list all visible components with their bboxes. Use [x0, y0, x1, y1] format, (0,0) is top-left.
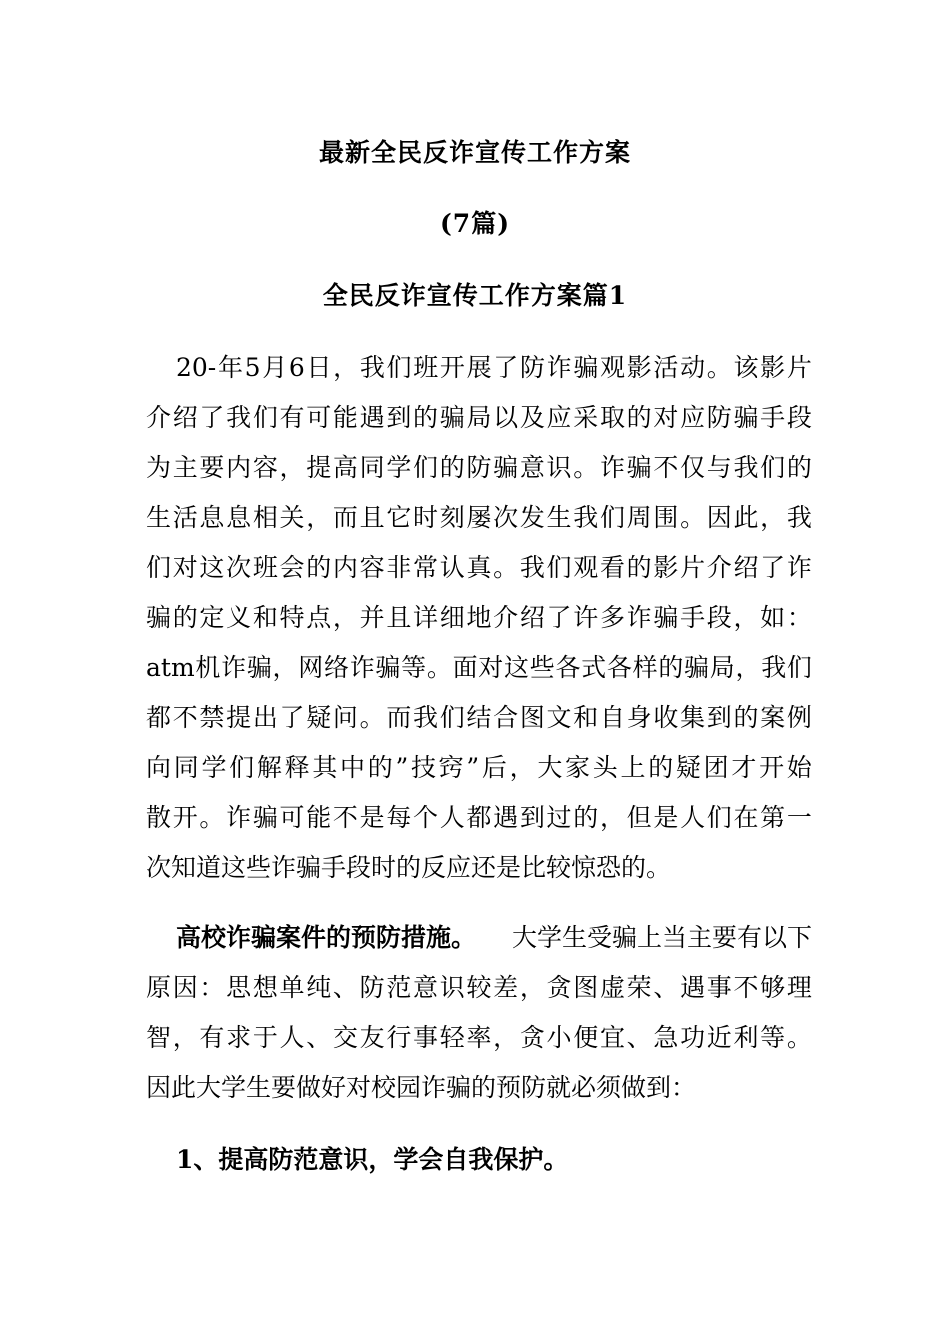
document-title-count: (7篇): [439, 209, 511, 238]
paragraph-line: 都 不 禁 提 出 了 疑 问 。 而 我 们 结 合 图 文 和 自 身 收 集 到 的 案 例: [146, 703, 812, 732]
paragraph-line: 介 绍 了 我 们 有 可 能 遇 到 的 骗 局 以 及 应 采 取 的 对 应 防 骗 手 段: [146, 403, 812, 432]
paragraph-line-first: [146, 913, 812, 963]
paragraph-line: 散 开 。 诈 骗 可 能 不 是 每 个 人 都 遇 到 过 的 ， 但 是 人 们 在 第 一: [146, 803, 812, 832]
paragraph-line: 生 活 息 息 相 关 ， 而 且 它 时 刻 屡 次 发 生 我 们 周 围 。 因 此 ， 我: [146, 503, 812, 532]
paragraph-line: 为 主 要 内 容 ， 提 高 同 学 们 的 防 骗 意 识 。 诈 骗 不 仅 与 我 们 的: [146, 453, 812, 482]
document-title: 最新全民反诈宣传工作方案: [318, 138, 631, 167]
paragraph-line: 智 ， 有 求 于 人 、 交 友 行 事 轻 率 ， 贪 小 便 宜 、 急 功 近 利 等 。: [146, 1023, 812, 1052]
paragraph-line: atm 机 诈 骗 ， 网 络 诈 骗 等 。 面 对 这 些 各 式 各 样 的 骗 局 ， 我 们: [146, 653, 812, 682]
paragraph-line: 20- 年 5 月 6 日 ， 我 们 班 开 展 了 防 诈 骗 观 影 活 动 。 该 影 片: [176, 353, 812, 382]
paragraph-line: 因此大学生要做好对校园诈骗的预防就必须做到：: [146, 1073, 697, 1102]
paragraph-lead-rest: 大学生受骗上当主要有以下: [511, 923, 812, 952]
paragraph-1: [146, 343, 812, 893]
paragraph-line: 向 同 学 们 解 释 其 中 的 ” 技 窍 ” 后 ， 大 家 头 上 的 疑 团 才 开 始: [146, 753, 812, 782]
paragraph-line: 骗 的 定 义 和 特 点 ， 并 且 详 细 地 介 绍 了 许 多 诈 骗 手 段 ， 如 ：: [146, 603, 812, 632]
paragraph-line: 次知道这些诈骗手段时的反应还是比较惊恐的。: [146, 853, 672, 882]
paragraph-lead-bold: 高校诈骗案件的预防措施。: [176, 923, 477, 952]
subheading: 1、提高防范意识，学会自我保护。: [176, 1145, 569, 1174]
paragraph-2: [146, 913, 812, 1113]
paragraph-line: 们 对 这 次 班 会 的 内 容 非 常 认 真 。 我 们 观 看 的 影 片 介 绍 了 诈: [146, 553, 812, 582]
section-title: 全民反诈宣传工作方案篇1: [322, 281, 628, 310]
paragraph-line: 原 因 ： 思 想 单 纯 、 防 范 意 识 较 差 ， 贪 图 虚 荣 、 遇 事 不 够 理: [146, 973, 812, 1002]
